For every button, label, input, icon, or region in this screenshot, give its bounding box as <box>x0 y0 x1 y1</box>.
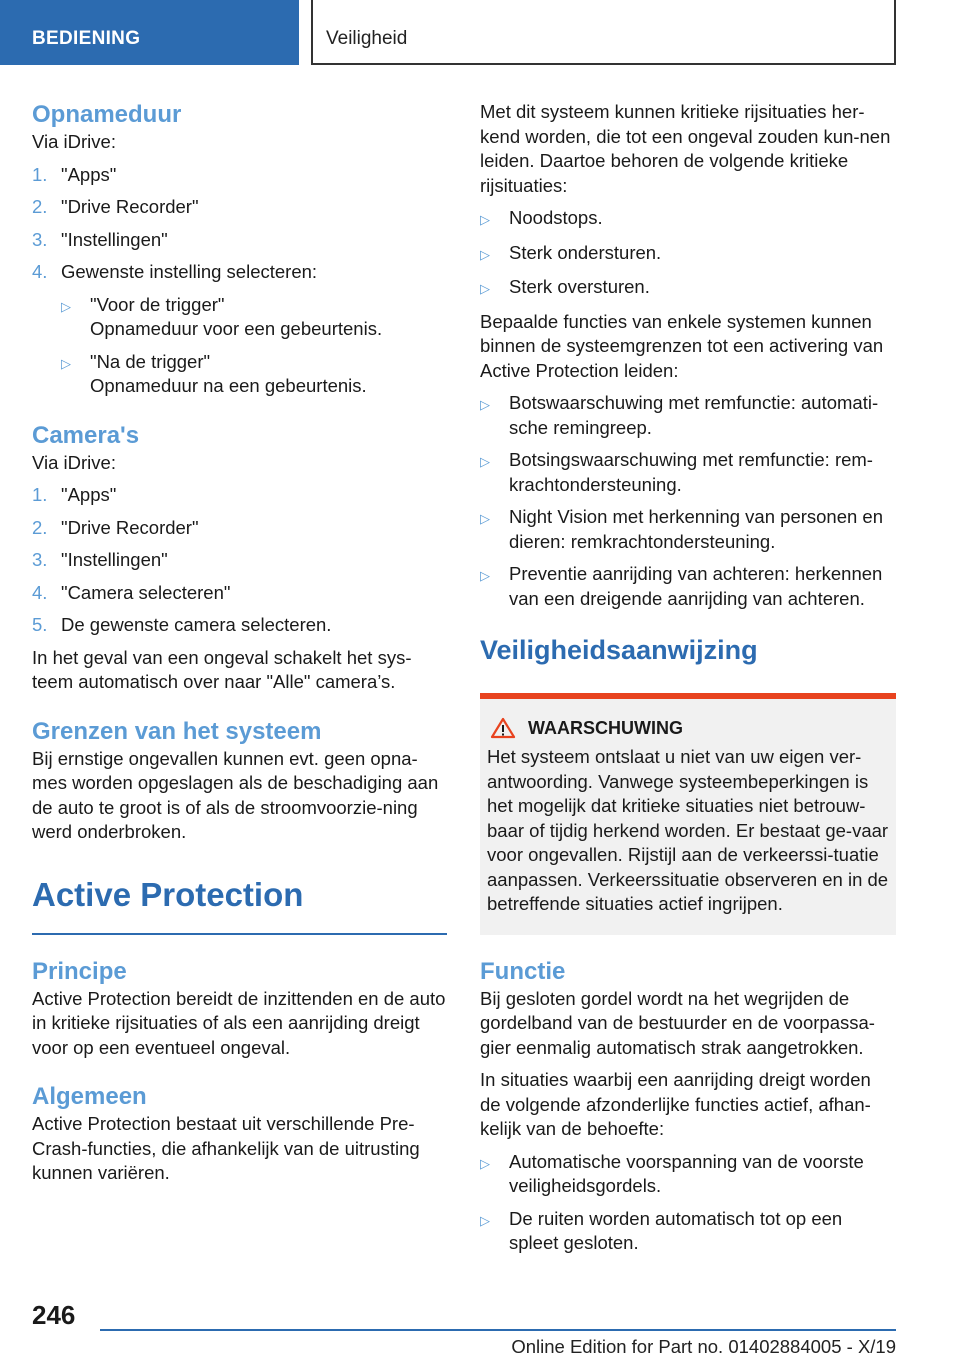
list-item: ▷ Noodstops. <box>480 206 896 233</box>
heading-veiligheidsaanwijzing: Veiligheidsaanwijzing <box>480 635 758 665</box>
heading-principe: Principe <box>32 957 127 985</box>
footer-rule <box>100 1329 896 1331</box>
list-item: ▷ Sterk oversturen. <box>480 275 896 302</box>
grenzen-body: Bij ernstige ongevallen kunnen evt. geen opna-mes worden opgeslagen als de beschadiging aan de auto te groot is of als de stroomvoorzie-ning werd onderbroken. <box>32 747 439 842</box>
list-item: ▷ "Na de trigger" Opnameduur na een gebeurtenis. <box>61 350 447 399</box>
triangle-bullet-icon: ▷ <box>480 1212 490 1228</box>
triangle-bullet-icon: ▷ <box>480 1155 490 1171</box>
warning-text: Het systeem ontslaat u niet van uw eigen ver-antwoording. Vanwege systeembeperkingen is het mogelijk dat kritieke situaties niet betrouw-baar of tijdig herkend worden. Er bestaat ge-vaar voor ongevallen. Rijstijl aan de verkeerssi-tuatie aanpassen. Verkeerssituatie observeren en in de betreffende situaties actief ingrijpen. <box>487 746 889 914</box>
heading-opnameduur: Opnameduur <box>32 101 182 128</box>
list-item: ▷ "Voor de trigger" Opnameduur voor een gebeurtenis. <box>61 293 447 342</box>
list-item: ▷ Preventie aanrijding van achteren: herkennen van een dreigende aanrijding van achteren. <box>480 562 896 611</box>
list-item: ▷ Sterk ondersturen. <box>480 241 896 268</box>
heading-active-protection: Active Protection <box>32 875 447 935</box>
opnameduur-options <box>32 293 447 399</box>
triangle-bullet-icon: ▷ <box>480 246 490 262</box>
list-item: 1. "Apps" <box>32 484 117 505</box>
list-item: ▷ Botsingswaarschuwing met remfunctie: rem-krachtondersteuning. <box>480 448 896 497</box>
warning-label: WAARSCHUWING <box>528 717 683 738</box>
list-item: 5. De gewenste camera selecteren. <box>32 614 332 635</box>
list-item: 2. "Drive Recorder" <box>32 516 199 538</box>
warning-triangle-icon <box>490 717 516 739</box>
warning-header <box>487 717 890 739</box>
functie-body1: Bij gesloten gordel wordt na het wegrijden de gordelband van de bestuurder en de voorpassa-gier eenmalig automatisch strak aangetrokken. <box>480 987 875 1058</box>
right-column <box>480 100 896 1256</box>
list-item: 2. "Drive Recorder" <box>32 196 199 217</box>
triangle-bullet-icon: ▷ <box>61 355 71 371</box>
situations-list <box>480 206 896 302</box>
list-item: 4. Gewenste instelling selecteren: <box>32 261 318 282</box>
triangle-bullet-icon: ▷ <box>61 298 71 314</box>
list-item: ▷ De ruiten worden automatisch tot op een spleet gesloten. <box>480 1207 896 1256</box>
right-intro: Met dit systeem kunnen kritieke rijsituaties her-kend worden, die tot een ongeval zouden kun-nen leiden. Daartoe behoren de volgende kritieke rijsituaties: <box>480 101 891 196</box>
algemeen-body: Active Protection bestaat uit verschillende Pre-Crash-functies, die afhankelijk van de uitrusting kunnen variëren. <box>32 1113 420 1183</box>
list-item: 3. "Instellingen" <box>32 228 168 250</box>
functions-list <box>480 391 896 611</box>
heading-grenzen: Grenzen van het systeem <box>32 717 322 745</box>
triangle-bullet-icon: ▷ <box>480 397 490 412</box>
functie-list <box>480 1150 896 1256</box>
cameras-steps <box>32 483 447 638</box>
list-item: 3. "Instellingen" <box>32 549 168 570</box>
list-item: 4. "Camera selecteren" <box>32 581 231 603</box>
cameras-note: In het geval van een ongeval schakelt het sys-teem automatisch over naar "Alle" camera’s. <box>32 646 412 692</box>
triangle-bullet-icon: ▷ <box>480 212 490 227</box>
list-item: 1. "Apps" <box>32 163 117 185</box>
list-item: ▷ Automatische voorspanning van de voorste veiligheidsgordels. <box>480 1150 896 1199</box>
page-number: 246 <box>32 1300 76 1330</box>
chapter-tab <box>311 0 896 65</box>
heading-functie: Functie <box>480 957 566 985</box>
left-column <box>32 100 447 1186</box>
opnameduur-intro: Via iDrive: <box>32 131 116 152</box>
triangle-bullet-icon: ▷ <box>480 281 490 296</box>
triangle-bullet-icon: ▷ <box>480 511 490 526</box>
cameras-intro: Via iDrive: <box>32 451 116 473</box>
functie-body2: In situaties waarbij een aanrijding dreigt worden de volgende afzonderlijke functies actief, afhan-kelijk van de behoefte: <box>480 1069 871 1139</box>
opnameduur-steps <box>32 163 447 285</box>
section-tab <box>0 0 299 65</box>
list-item: ▷ Botswaarschuwing met remfunctie: automati-sche remingreep. <box>480 391 896 440</box>
functions-intro: Bepaalde functies van enkele systemen kunnen binnen de systeemgrenzen tot een activering van Active Protection leiden: <box>480 310 884 381</box>
heading-cameras: Camera's <box>32 421 140 449</box>
edition-text: Online Edition for Part no. 01402884005 - X/19 <box>511 1336 896 1357</box>
principe-body: Active Protection bereidt de inzittenden en de auto in kritieke rijsituaties of als een aanrijding dreigt voor op een eventueel ongeval. <box>32 987 446 1058</box>
chapter-label: Veiligheid <box>326 28 408 49</box>
triangle-bullet-icon: ▷ <box>480 568 490 583</box>
list-item: ▷ Night Vision met herkenning van personen en dieren: remkrachtondersteuning. <box>480 505 896 554</box>
heading-algemeen: Algemeen <box>32 1083 147 1110</box>
triangle-bullet-icon: ▷ <box>480 454 490 469</box>
section-label: BEDIENING <box>32 28 141 49</box>
warning-box <box>480 693 896 935</box>
